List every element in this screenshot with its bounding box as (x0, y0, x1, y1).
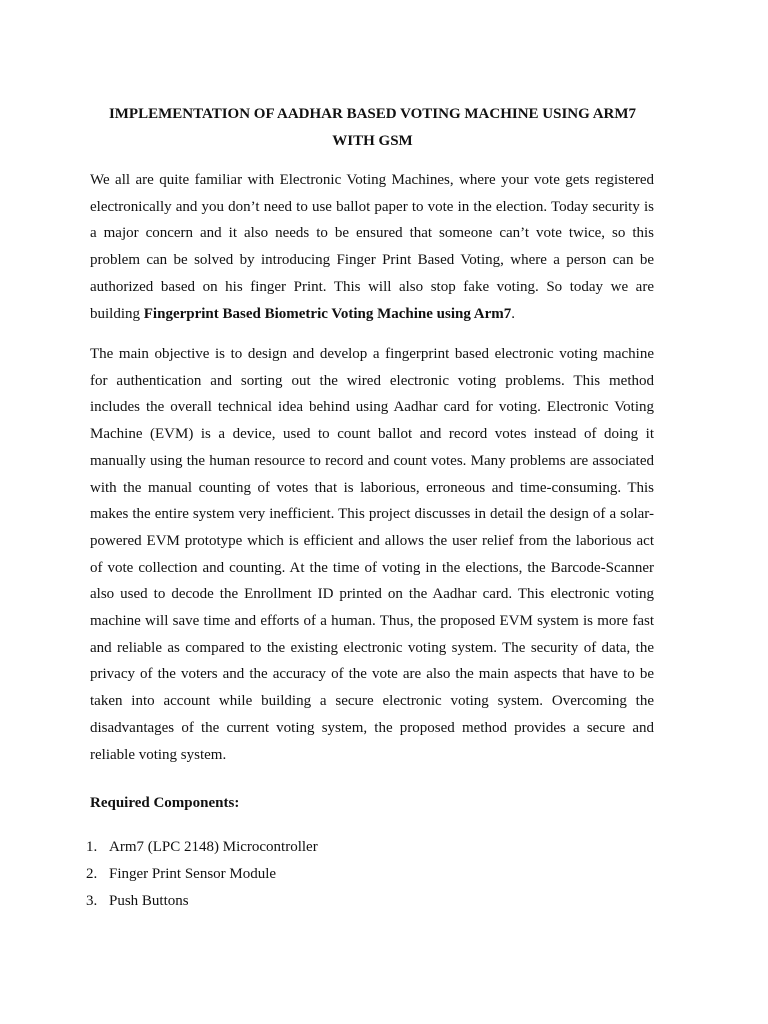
paragraph-line: machine will save time and efforts of a human. Thus, the proposed EVM system is more fast (90, 613, 654, 630)
paragraph-line: privacy of the voters and the accuracy of the vote are also the main aspects that have to be (90, 666, 654, 683)
paragraph-line: disadvantages of the current voting system, the proposed method provides a secure and (90, 719, 654, 736)
paragraph-line: authorized based on his finger Print. This will also stop fake voting. So today we are (90, 278, 654, 295)
paragraph-line: a major concern and it also needs to be ensured that someone can’t vote twice, so this (90, 225, 654, 242)
list-item (86, 834, 318, 861)
paragraph-line: We all are quite familiar with Electronic Voting Machines, where your vote gets registered (90, 172, 654, 188)
list-item-number: 3. (86, 893, 98, 909)
list-item (86, 861, 318, 888)
paragraph-line: problem can be solved by introducing Finger Print Based Voting, where a person can be (90, 252, 654, 269)
document-title (90, 101, 655, 155)
list-item-number: 2. (86, 866, 98, 882)
paragraph-line: for authentication and sorting out the wired electronic voting problems. This method (90, 372, 654, 389)
paragraph-line: with the manual counting of votes that is laborious, erroneous and time-consuming. This (90, 479, 654, 496)
paragraph-line: and reliable as compared to the existing electronic voting system. The security of data, the (90, 639, 654, 656)
paragraph-line: manually using the human resource to record and count votes. Many problems are associated (90, 452, 654, 469)
title-line-2: WITH GSM (332, 133, 413, 149)
paragraph-line: powered EVM prototype which is efficient and allows the user relief from the laborious act (90, 532, 654, 549)
list-item-label: Arm7 (LPC 2148) Microcontroller (109, 839, 318, 855)
intro-paragraph (90, 167, 654, 327)
paragraph-line (90, 301, 654, 328)
title-line-1: IMPLEMENTATION OF AADHAR BASED VOTING MACHINE USING ARM7 (108, 106, 637, 122)
components-heading: Required Components: (90, 795, 240, 811)
paragraph-line: also used to decode the Enrollment ID printed on the Aadhar card. This electronic voting (90, 586, 654, 603)
paragraph-line: of vote collection and counting. At the time of voting in the elections, the Barcode-Scanner (90, 559, 654, 576)
paragraph-line: reliable voting system. (90, 746, 227, 763)
project-name-bold: Fingerprint Based Biometric Voting Machine using Arm7 (143, 305, 512, 322)
list-item-label: Push Buttons (109, 893, 189, 909)
paragraph-line-suffix: . (511, 305, 516, 322)
paragraph-line: taken into account while building a secure electronic voting system. Overcoming the (90, 693, 654, 710)
list-item (86, 888, 318, 915)
paragraph-line-prefix: building (90, 305, 144, 322)
list-item-label: Finger Print Sensor Module (109, 866, 277, 882)
paragraph-line: includes the overall technical idea behind using Aadhar card for voting. Electronic Voting (90, 399, 654, 416)
paragraph-line: The main objective is to design and develop a fingerprint based electronic voting machine (90, 346, 654, 362)
paragraph-line: electronically and you don’t need to use ballot paper to vote in the election. Today security is (90, 198, 654, 215)
objective-paragraph (90, 341, 654, 768)
paragraph-line: makes the entire system very inefficient. This project discusses in detail the design of a solar- (90, 506, 654, 523)
paragraph-line: Machine (EVM) is a device, used to count ballot and record votes instead of doing it (90, 426, 654, 443)
list-item-number: 1. (86, 839, 98, 855)
components-list (86, 834, 318, 915)
